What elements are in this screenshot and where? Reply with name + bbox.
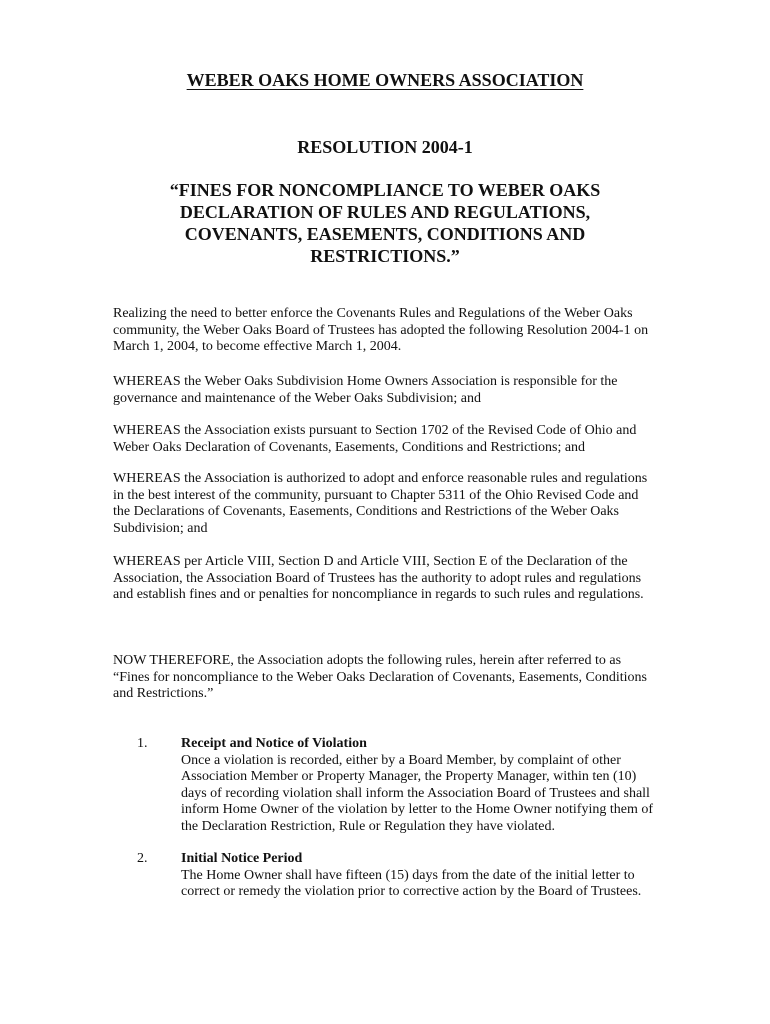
item-number: 1. — [137, 736, 148, 751]
item-body: The Home Owner shall have fifteen (15) days from the date of the initial letter to correct or remedy the violation prior to corrective action by the Board of Trustees. — [181, 867, 642, 899]
now-therefore-paragraph: NOW THEREFORE, the Association adopts the following rules, herein after referred to as “Fines for noncompliance to the Weber Oaks Declaration of Covenants, Easements, Conditions and Restrictions.” — [113, 653, 647, 701]
whereas-paragraph-2: WHEREAS the Association exists pursuant to Section 1702 of the Revised Code of Ohio and Weber Oaks Declaration of Covenants, Easements, Conditions and Restrictions; and — [113, 423, 637, 455]
whereas-paragraph-4: WHEREAS per Article VIII, Section D and Article VIII, Section E of the Declaration of the Association, the Association Board of Trustees has the authority to adopt rules and regulations and establish fines and or penalties for noncompliance in regards to such rules and regulations. — [113, 554, 644, 602]
resolution-title: “FINES FOR NONCOMPLIANCE TO WEBER OAKS DECLARATION OF RULES AND REGULATIONS, COVENANTS, EASEMENTS, CONDITIONS AND RESTRICTIONS.” — [169, 180, 601, 266]
whereas-paragraph-3: WHEREAS the Association is authorized to adopt and enforce reasonable rules and regulations in the best interest of the community, pursuant to Chapter 5311 of the Ohio Revised Code and the Declarations of Covenants, Easements, Conditions and Restrictions of the Weber Oaks Subdivision; and — [113, 471, 648, 536]
item-number: 2. — [137, 851, 148, 866]
item-body: Once a violation is recorded, either by a Board Member, by complaint of other Association Member or Property Manager, the Property Manager, within ten (10) days of recording violation shall inform the Association Board of Trustees and shall inform Home Owner of the violation by letter to the Home Owner notifying them of the Declaration Restriction, Rule or Regulation they have violated. — [181, 752, 654, 834]
resolution-number: RESOLUTION 2004-1 — [297, 137, 473, 157]
document-title: WEBER OAKS HOME OWNERS ASSOCIATION — [186, 70, 584, 90]
item-heading: Initial Notice Period — [181, 851, 303, 866]
item-heading: Receipt and Notice of Violation — [181, 736, 367, 751]
intro-paragraph: Realizing the need to better enforce the Covenants Rules and Regulations of the Weber Oaks community, the Weber Oaks Board of Trustees has adopted the following Resolution 2004-1 on March 1, 2004, to become effective March 1, 2004. — [113, 306, 649, 354]
whereas-paragraph-1: WHEREAS the Weber Oaks Subdivision Home Owners Association is responsible for the governance and maintenance of the Weber Oaks Subdivision; and — [113, 374, 618, 406]
